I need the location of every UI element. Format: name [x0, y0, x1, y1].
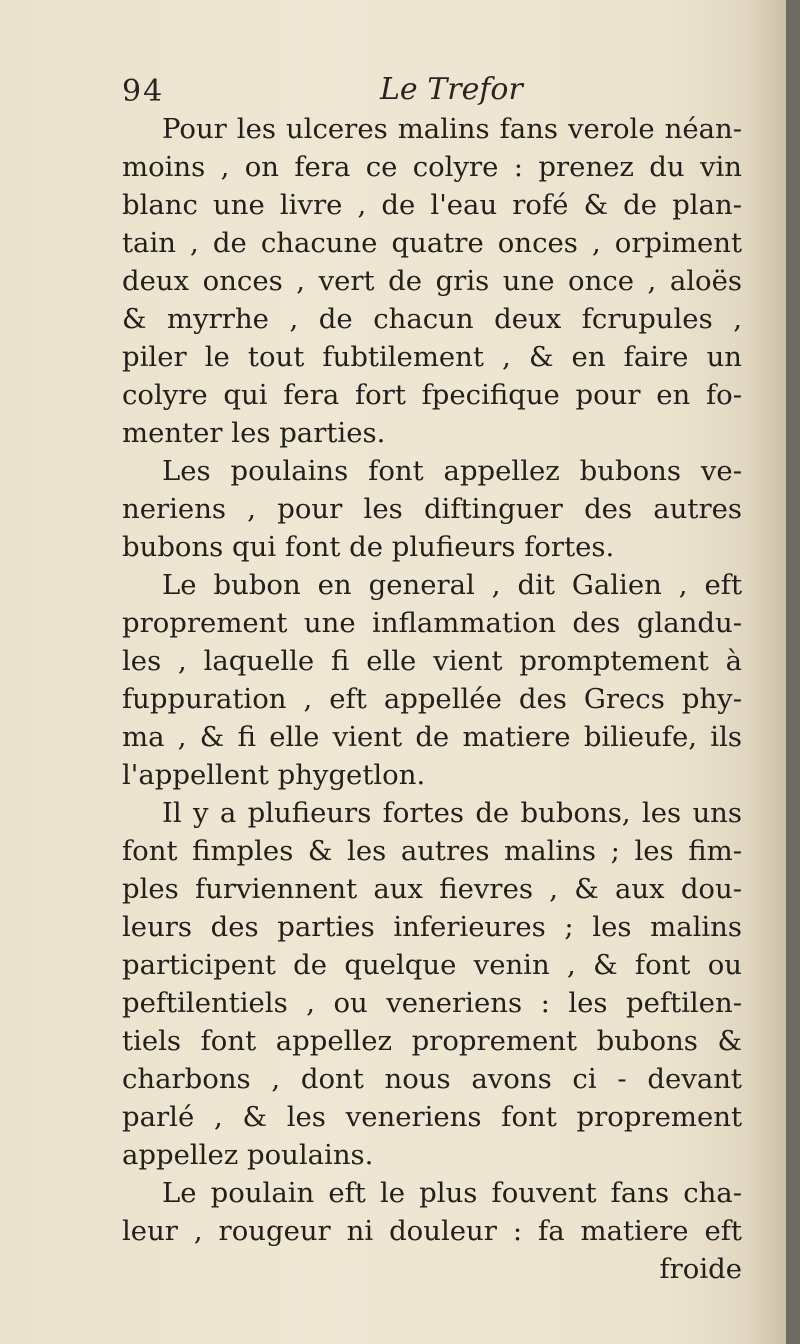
text-line: neriens , pour les diftinguer des autres	[122, 493, 742, 525]
text-line: menter les parties.	[122, 417, 386, 449]
text-line: charbons , dont nous avons ci - devant	[122, 1063, 742, 1095]
text-line: bubons qui font de plufieurs fortes.	[122, 531, 615, 563]
text-line: Les poulains font appellez bubons ve-	[162, 455, 742, 487]
text-line: appellez poulains.	[122, 1139, 374, 1171]
page-number: 94	[122, 74, 165, 109]
text-line: leur , rougeur ni douleur : fa matiere eft	[122, 1215, 742, 1247]
body-text	[122, 110, 742, 1288]
text-line: & myrrhe , de chacun deux fcrupules ,	[122, 303, 742, 335]
catchword: froide	[659, 1253, 742, 1285]
text-line: ma , & fi elle vient de matiere bilieufe, ils	[122, 721, 742, 753]
text-line: Le poulain eft le plus fouvent fans cha-	[162, 1177, 742, 1209]
text-line: blanc une livre , de l'eau rofé & de plan-	[122, 189, 742, 221]
text-line: Pour les ulceres malins fans verole néan-	[162, 113, 742, 145]
text-line: Le bubon en general , dit Galien , eft	[162, 569, 742, 601]
running-head: Le Trefor	[380, 72, 523, 107]
text-line: deux onces , vert de gris une once , aloës	[122, 265, 742, 297]
text-line: l'appellent phygetlon.	[122, 759, 426, 791]
page-header	[0, 70, 786, 114]
text-line: colyre qui fera fort fpecifique pour en fo-	[122, 379, 742, 411]
text-line: piler le tout fubtilement , & en faire un	[122, 341, 742, 373]
text-line: fuppuration , eft appellée des Grecs phy-	[122, 683, 742, 715]
text-line: parlé , & les veneriens font proprement	[122, 1101, 742, 1133]
text-line: Il y a plufieurs fortes de bubons, les uns	[162, 797, 742, 829]
text-line: tiels font appellez proprement bubons &	[122, 1025, 742, 1057]
text-line: les , laquelle fi elle vient promptement à	[122, 645, 742, 677]
text-line: peftilentiels , ou veneriens : les peftilen-	[122, 987, 742, 1019]
text-line: font fimples & les autres malins ; les fim-	[122, 835, 742, 867]
text-line: proprement une inflammation des glandu-	[122, 607, 742, 639]
text-line: participent de quelque venin , & font ou	[122, 949, 742, 981]
text-line: ples furviennent aux fievres , & aux dou-	[122, 873, 742, 905]
text-line: leurs des parties inferieures ; les malins	[122, 911, 742, 943]
text-line: moins , on fera ce colyre : prenez du vin	[122, 151, 742, 183]
gutter-shadow	[746, 0, 786, 1344]
text-line: tain , de chacune quatre onces , orpiment	[122, 227, 742, 259]
